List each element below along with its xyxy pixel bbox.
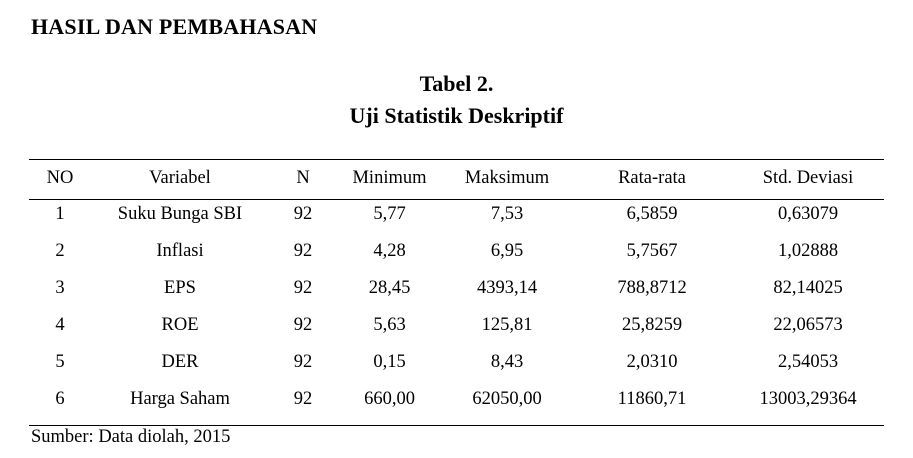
- cell-no: 4: [55, 315, 65, 335]
- cell-std-deviasi: 1,02888: [777, 241, 839, 261]
- cell-rata-rata: 5,7567: [626, 241, 678, 261]
- cell-no: 6: [55, 389, 65, 409]
- cell-std-deviasi: 13003,29364: [759, 389, 857, 409]
- table-row: [29, 196, 884, 233]
- cell-std-deviasi: 82,14025: [773, 278, 843, 298]
- table-caption-number: Tabel 2.: [419, 71, 494, 96]
- column-header-n: N: [296, 167, 310, 188]
- cell-maksimum: 4393,14: [476, 278, 538, 298]
- table-bottom-rule: [29, 425, 884, 426]
- cell-n: 92: [293, 204, 313, 224]
- cell-rata-rata: 788,8712: [617, 278, 687, 298]
- column-header-variabel: Variabel: [149, 167, 211, 188]
- cell-minimum: 5,77: [373, 204, 406, 224]
- column-header-std-deviasi: Std. Deviasi: [762, 167, 854, 188]
- cell-std-deviasi: 2,54053: [777, 352, 839, 372]
- cell-maksimum: 8,43: [490, 352, 524, 372]
- table-header-row: [29, 160, 884, 196]
- descriptive-statistics-table: [29, 160, 884, 418]
- table-row: [29, 233, 884, 270]
- cell-n: 92: [293, 352, 313, 372]
- cell-variabel: Suku Bunga SBI: [117, 204, 243, 224]
- column-header-maksimum: Maksimum: [464, 167, 550, 188]
- cell-minimum: 28,45: [368, 278, 411, 298]
- cell-minimum: 5,63: [373, 315, 406, 335]
- cell-n: 92: [293, 315, 313, 335]
- cell-maksimum: 125,81: [481, 315, 533, 335]
- cell-minimum: 4,28: [373, 241, 406, 261]
- cell-variabel: EPS: [164, 278, 196, 298]
- cell-rata-rata: 25,8259: [621, 315, 683, 335]
- table-row: [29, 270, 884, 307]
- table-row: [29, 344, 884, 381]
- cell-n: 92: [293, 241, 313, 261]
- cell-no: 5: [55, 352, 65, 372]
- cell-variabel: Harga Saham: [130, 389, 230, 409]
- table-source-note: Sumber: Data diolah, 2015: [31, 427, 231, 447]
- cell-maksimum: 6,95: [490, 241, 524, 261]
- cell-std-deviasi: 22,06573: [773, 315, 843, 335]
- cell-n: 92: [293, 278, 313, 298]
- cell-minimum: 0,15: [373, 352, 406, 372]
- cell-variabel: DER: [161, 352, 199, 372]
- cell-no: 1: [55, 204, 65, 224]
- cell-no: 3: [55, 278, 65, 298]
- table-row: [29, 307, 884, 344]
- column-header-minimum: Minimum: [352, 167, 427, 188]
- table-row: [29, 381, 884, 418]
- cell-maksimum: 7,53: [490, 204, 524, 224]
- cell-variabel: Inflasi: [156, 241, 204, 261]
- cell-rata-rata: 11860,71: [617, 389, 687, 409]
- cell-minimum: 660,00: [364, 389, 415, 409]
- cell-n: 92: [293, 389, 313, 409]
- section-heading: HASIL DAN PEMBAHASAN: [31, 14, 318, 39]
- cell-rata-rata: 6,5859: [626, 204, 678, 224]
- column-header-no: NO: [46, 167, 74, 188]
- cell-variabel: ROE: [161, 315, 199, 335]
- column-header-rata-rata: Rata-rata: [618, 167, 686, 188]
- cell-std-deviasi: 0,63079: [777, 204, 839, 224]
- cell-rata-rata: 2,0310: [626, 352, 678, 372]
- cell-maksimum: 62050,00: [472, 389, 542, 409]
- table-caption-title: Uji Statistik Deskriptif: [349, 103, 564, 128]
- cell-no: 2: [55, 241, 65, 261]
